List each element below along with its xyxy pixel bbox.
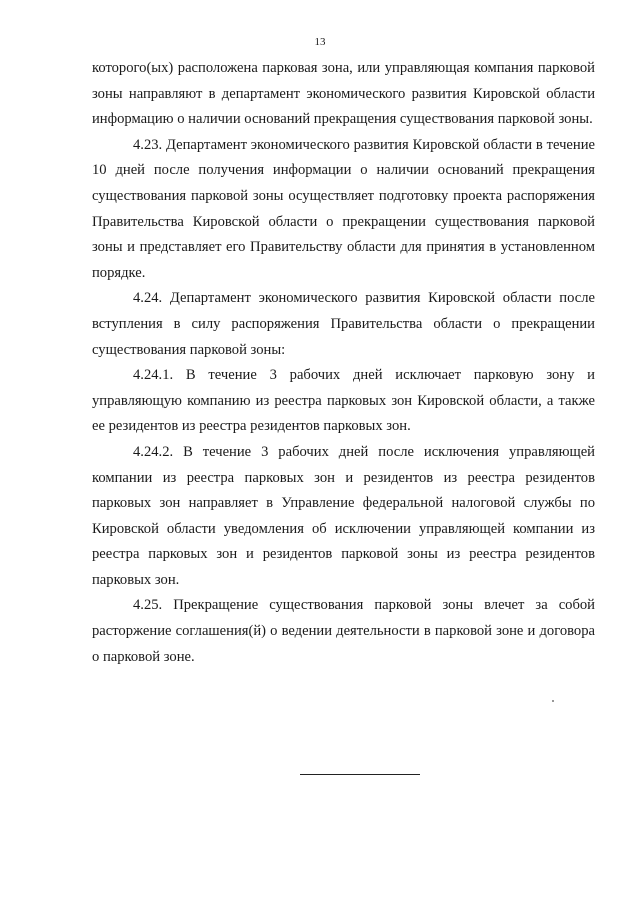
document-body bbox=[92, 56, 595, 670]
paragraph-4-24-2: 4.24.2. В течение 3 рабочих дней после исключения управляющей компании из реестра парковых зон и резидентов из реестра резидентов парковых зон направляет в Управление федеральной налоговой службы по Кировской области уведомления об исключении управляющей компании из реестра парковых зон и резидентов парковой зоны из реестра резидентов парковых зон. bbox=[92, 443, 595, 588]
paragraph-4-24: 4.24. Департамент экономического развития Кировской области после вступления в силу распоряжения Правительства области о прекращении существования парковой зоны: bbox=[92, 290, 595, 358]
scan-speck bbox=[552, 700, 554, 702]
paragraph-4-25: 4.25. Прекращение существования парковой зоны влечет за собой расторжение соглашения(й) о ведении деятельности в парковой зоне и договора о парковой зоне. bbox=[92, 597, 595, 665]
paragraph-4-24-1: 4.24.1. В течение 3 рабочих дней исключает парковую зону и управляющую компанию из реестра парковых зон Кировской области, а также ее резидентов из реестра резидентов парковых зон. bbox=[92, 367, 595, 435]
page-number: 13 bbox=[314, 36, 326, 48]
paragraph-4-23: 4.23. Департамент экономического развития Кировской области в течение 10 дней после получения информации о наличии оснований прекращения существования парковой зоны осуществляет подготовку проекта распоряжения Правительства Кировской области о прекращении существования парковой зоны и представляет его Правительству области для принятия в установленном порядке. bbox=[92, 136, 595, 281]
paragraph-continuation: которого(ых) расположена парковая зона, или управляющая компания парковой зоны направляют в департамент экономического развития Кировской области информацию о наличии оснований прекращения существования парковой зоны. bbox=[92, 60, 595, 128]
end-of-document-rule bbox=[300, 774, 420, 775]
